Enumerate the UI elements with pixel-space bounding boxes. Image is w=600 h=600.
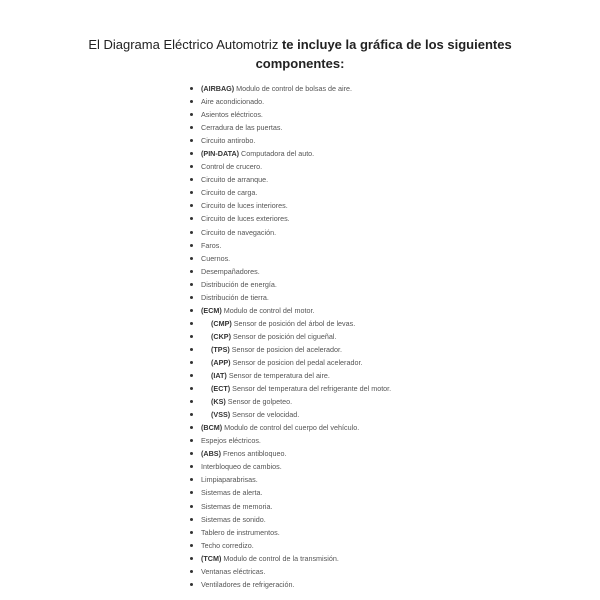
component-list [0, 82, 600, 591]
component-description: Sensor de posición del cigueñal. [230, 331, 337, 341]
list-item [0, 500, 600, 513]
bullet-icon [190, 270, 193, 273]
list-item [0, 212, 600, 225]
bullet-icon [190, 100, 193, 103]
list-item [0, 160, 600, 173]
bullet-icon [190, 191, 193, 194]
component-description: Distribución de tierra. [201, 292, 269, 302]
bullet-icon [190, 518, 193, 521]
component-description: Sensor de temperatura del aire. [226, 371, 330, 381]
component-description: Modulo de control del motor. [221, 305, 315, 315]
list-item [0, 121, 600, 134]
list-item [0, 434, 600, 447]
component-description: Tablero de instrumentos. [201, 527, 280, 537]
component-description: Sistemas de sonido. [201, 514, 266, 524]
list-item [0, 565, 600, 578]
bullet-icon [190, 152, 193, 155]
list-item [0, 578, 600, 591]
sub-list-item [0, 343, 600, 356]
sub-list-item [0, 408, 600, 421]
component-description: Sensor de golpeteo. [225, 397, 293, 407]
component-code: (ECT) [211, 384, 231, 394]
list-item [0, 291, 600, 304]
component-description: Asientos eléctricos. [201, 110, 263, 120]
bullet-icon [190, 231, 193, 234]
list-item [0, 186, 600, 199]
component-description: Sensor de posicion del pedal acelerador. [230, 357, 363, 367]
list-item [0, 95, 600, 108]
component-code: (BCM) [201, 423, 223, 433]
bullet-icon [190, 217, 193, 220]
list-item [0, 304, 600, 317]
component-description: Ventiladores de refrigeración. [201, 579, 295, 589]
component-description: Sistemas de memoria. [201, 501, 273, 511]
bullet-icon [190, 348, 193, 351]
component-description: Sensor de posición del árbol de levas. [231, 318, 356, 328]
component-description: Cuernos. [201, 253, 231, 263]
list-item [0, 108, 600, 121]
component-description: Modulo de control de la transmisión. [221, 553, 339, 563]
component-description: Frenos antibloqueo. [220, 449, 287, 459]
component-description: Cerradura de las puertas. [201, 123, 283, 133]
list-item [0, 226, 600, 239]
component-code: (TCM) [201, 553, 222, 563]
component-description: Ventanas eléctricas. [201, 566, 266, 576]
bullet-icon [190, 531, 193, 534]
bullet-icon [190, 244, 193, 247]
component-description: Espejos eléctricos. [201, 436, 261, 446]
list-item [0, 278, 600, 291]
component-description: Modulo de control del cuerpo del vehículo. [222, 423, 360, 433]
component-description: Circuito de luces exteriores. [201, 214, 290, 224]
component-description: Circuito de navegación. [201, 227, 277, 237]
component-description: Sensor del temperatura del refrigerante del motor. [230, 384, 392, 394]
list-item [0, 252, 600, 265]
bullet-icon [190, 557, 193, 560]
bullet-icon [190, 309, 193, 312]
bullet-icon [190, 335, 193, 338]
bullet-icon [190, 491, 193, 494]
heading-normal-text: El Diagrama Eléctrico Automotriz [88, 37, 282, 52]
bullet-icon [190, 583, 193, 586]
bullet-icon [190, 387, 193, 390]
component-description: Sensor de velocidad. [230, 410, 300, 420]
bullet-icon [190, 139, 193, 142]
sub-list-item [0, 382, 600, 395]
component-description: Limpiaparabrisas. [201, 475, 258, 485]
component-description: Sensor de posicion del acelerador. [229, 344, 343, 354]
component-description: Distribución de energía. [201, 279, 277, 289]
component-code: (VSS) [211, 410, 231, 420]
bullet-icon [190, 361, 193, 364]
heading-bold-line1: te incluye la gráfica de los siguientes [281, 37, 512, 52]
component-description: Circuito de luces interiores. [201, 201, 288, 211]
bullet-icon [190, 178, 193, 181]
component-description: Computadora del auto. [239, 149, 315, 159]
sub-list-item [0, 356, 600, 369]
list-item [0, 134, 600, 147]
list-item [0, 539, 600, 552]
component-code: (ECM) [201, 305, 222, 315]
list-item [0, 473, 600, 486]
list-item [0, 552, 600, 565]
list-item [0, 513, 600, 526]
bullet-icon [190, 439, 193, 442]
bullet-icon [190, 296, 193, 299]
component-code: (KS) [211, 397, 226, 407]
component-description: Sistemas de alerta. [201, 488, 263, 498]
bullet-icon [190, 465, 193, 468]
bullet-icon [190, 400, 193, 403]
list-item [0, 486, 600, 499]
heading-bold-line2: componentes: [255, 56, 345, 71]
component-description: Circuito de arranque. [201, 175, 269, 185]
bullet-icon [190, 87, 193, 90]
list-item [0, 239, 600, 252]
bullet-icon [190, 544, 193, 547]
component-description: Techo corredizo. [201, 540, 254, 550]
component-code: (APP) [211, 357, 231, 367]
bullet-icon [190, 413, 193, 416]
bullet-icon [190, 322, 193, 325]
component-description: Control de crucero. [201, 162, 263, 172]
component-description: Circuito antirobo. [201, 136, 256, 146]
bullet-icon [190, 165, 193, 168]
list-item [0, 460, 600, 473]
bullet-icon [190, 283, 193, 286]
bullet-icon [190, 505, 193, 508]
bullet-icon [190, 478, 193, 481]
sub-list-item [0, 317, 600, 330]
component-code: (IAT) [211, 371, 227, 381]
component-description: Faros. [201, 240, 222, 250]
sub-list-item [0, 369, 600, 382]
component-description: Circuito de carga. [201, 188, 258, 198]
list-item [0, 421, 600, 434]
list-item [0, 199, 600, 212]
bullet-icon [190, 570, 193, 573]
component-code: (TPS) [211, 344, 230, 354]
component-code: (ABS) [201, 449, 221, 459]
sub-list-item [0, 330, 600, 343]
component-code: (CMP) [211, 318, 232, 328]
component-description: Modulo de control de bolsas de aire. [234, 84, 353, 93]
bullet-icon [190, 113, 193, 116]
list-item [0, 265, 600, 278]
component-description: Aire acondicionado. [201, 97, 265, 107]
bullet-icon [190, 452, 193, 455]
bullet-icon [190, 257, 193, 260]
bullet-icon [190, 204, 193, 207]
component-code: (AIRBAG) [201, 84, 235, 93]
bullet-icon [190, 426, 193, 429]
bullet-icon [190, 126, 193, 129]
sub-list-item [0, 395, 600, 408]
list-item [0, 82, 600, 95]
component-code: (CKP) [211, 331, 231, 341]
list-item [0, 447, 600, 460]
component-code: (PIN-DATA) [201, 149, 240, 159]
list-item [0, 173, 600, 186]
list-item [0, 526, 600, 539]
component-description: Interbloqueo de cambios. [201, 462, 282, 472]
page-heading [60, 35, 540, 73]
component-description: Desempañadores. [201, 266, 260, 276]
bullet-icon [190, 374, 193, 377]
list-item [0, 147, 600, 160]
